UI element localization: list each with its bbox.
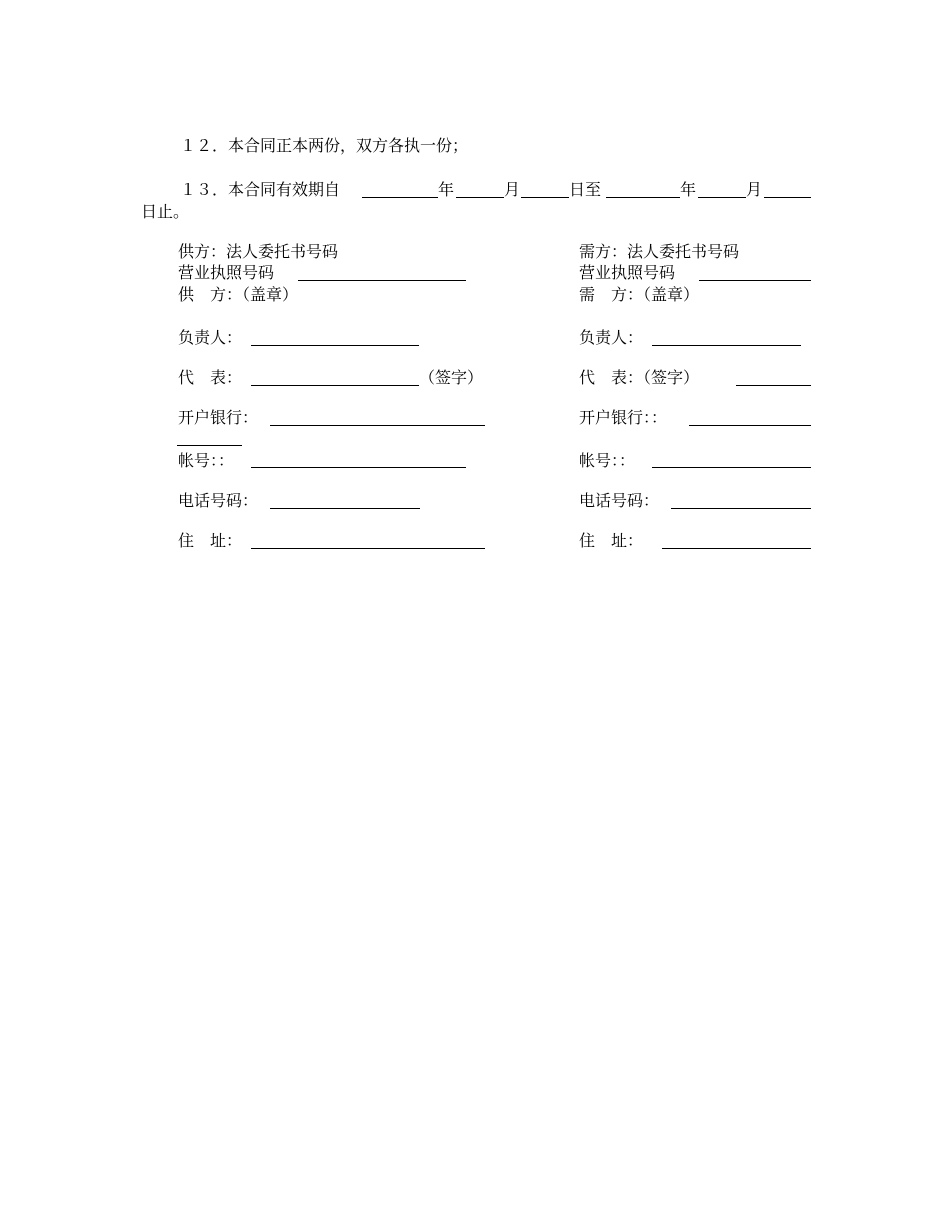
supplier-phone-field[interactable] (270, 508, 420, 509)
supplier-account-field[interactable] (251, 467, 466, 468)
supplier-bank-field[interactable] (270, 425, 485, 426)
buyer-representative-field[interactable] (736, 385, 811, 386)
supplier-representative-field[interactable] (251, 385, 419, 386)
buyer-phone-field[interactable] (671, 508, 811, 509)
end-month-blank[interactable] (698, 197, 746, 198)
supplier-sign-label: （签字） (419, 368, 484, 387)
clause-13-end: 日止。 (141, 202, 190, 221)
buyer-attorney-label: 需方：法人委托书号码 (579, 242, 740, 261)
supplier-account-label: 帐号：： (178, 451, 235, 470)
buyer-bank-label: 开户银行：： (579, 408, 668, 427)
clause-13-year-1: 年 (438, 180, 455, 199)
supplier-attorney-label: 供方：法人委托书号码 (178, 242, 339, 261)
supplier-address-label: 住 址： (178, 531, 243, 550)
supplier-license-label: 营业执照号码 (178, 263, 275, 282)
buyer-bank-field[interactable] (689, 425, 811, 426)
buyer-address-field[interactable] (662, 548, 811, 549)
supplier-address-field[interactable] (251, 548, 485, 549)
supplier-representative-label: 代 表： (178, 368, 243, 387)
buyer-representative-label: 代 表：（签字） (579, 368, 700, 387)
buyer-responsible-field[interactable] (652, 345, 801, 346)
buyer-account-label: 帐号：： (579, 451, 636, 470)
clause-13-day-to: 日至 (569, 180, 602, 199)
supplier-seal-label: 供 方：（盖章） (178, 285, 299, 304)
clause-13-month-2: 月 (746, 180, 763, 199)
buyer-phone-label: 电话号码： (579, 491, 660, 510)
buyer-license-field[interactable] (699, 280, 811, 281)
buyer-responsible-label: 负责人： (579, 328, 644, 347)
supplier-phone-label: 电话号码： (178, 491, 259, 510)
start-month-blank[interactable] (456, 197, 504, 198)
supplier-bank-label: 开户银行： (178, 408, 259, 427)
supplier-bank-field-wrap[interactable] (177, 445, 242, 446)
end-year-blank[interactable] (606, 197, 680, 198)
start-year-blank[interactable] (362, 197, 438, 198)
end-day-blank[interactable] (764, 197, 811, 198)
supplier-license-field[interactable] (298, 280, 466, 281)
clause-13-prefix: １３．本合同有效期自 (180, 180, 341, 199)
supplier-responsible-label: 负责人： (178, 328, 243, 347)
buyer-address-label: 住 址： (579, 531, 644, 550)
clause-13-month-1: 月 (504, 180, 521, 199)
buyer-account-field[interactable] (652, 467, 811, 468)
supplier-responsible-field[interactable] (251, 345, 419, 346)
buyer-license-label: 营业执照号码 (579, 263, 676, 282)
clause-13-year-2: 年 (680, 180, 697, 199)
clause-12: １２．本合同正本两份，双方各执一份； (180, 136, 469, 155)
start-day-blank[interactable] (521, 197, 569, 198)
buyer-seal-label: 需 方：（盖章） (579, 285, 700, 304)
